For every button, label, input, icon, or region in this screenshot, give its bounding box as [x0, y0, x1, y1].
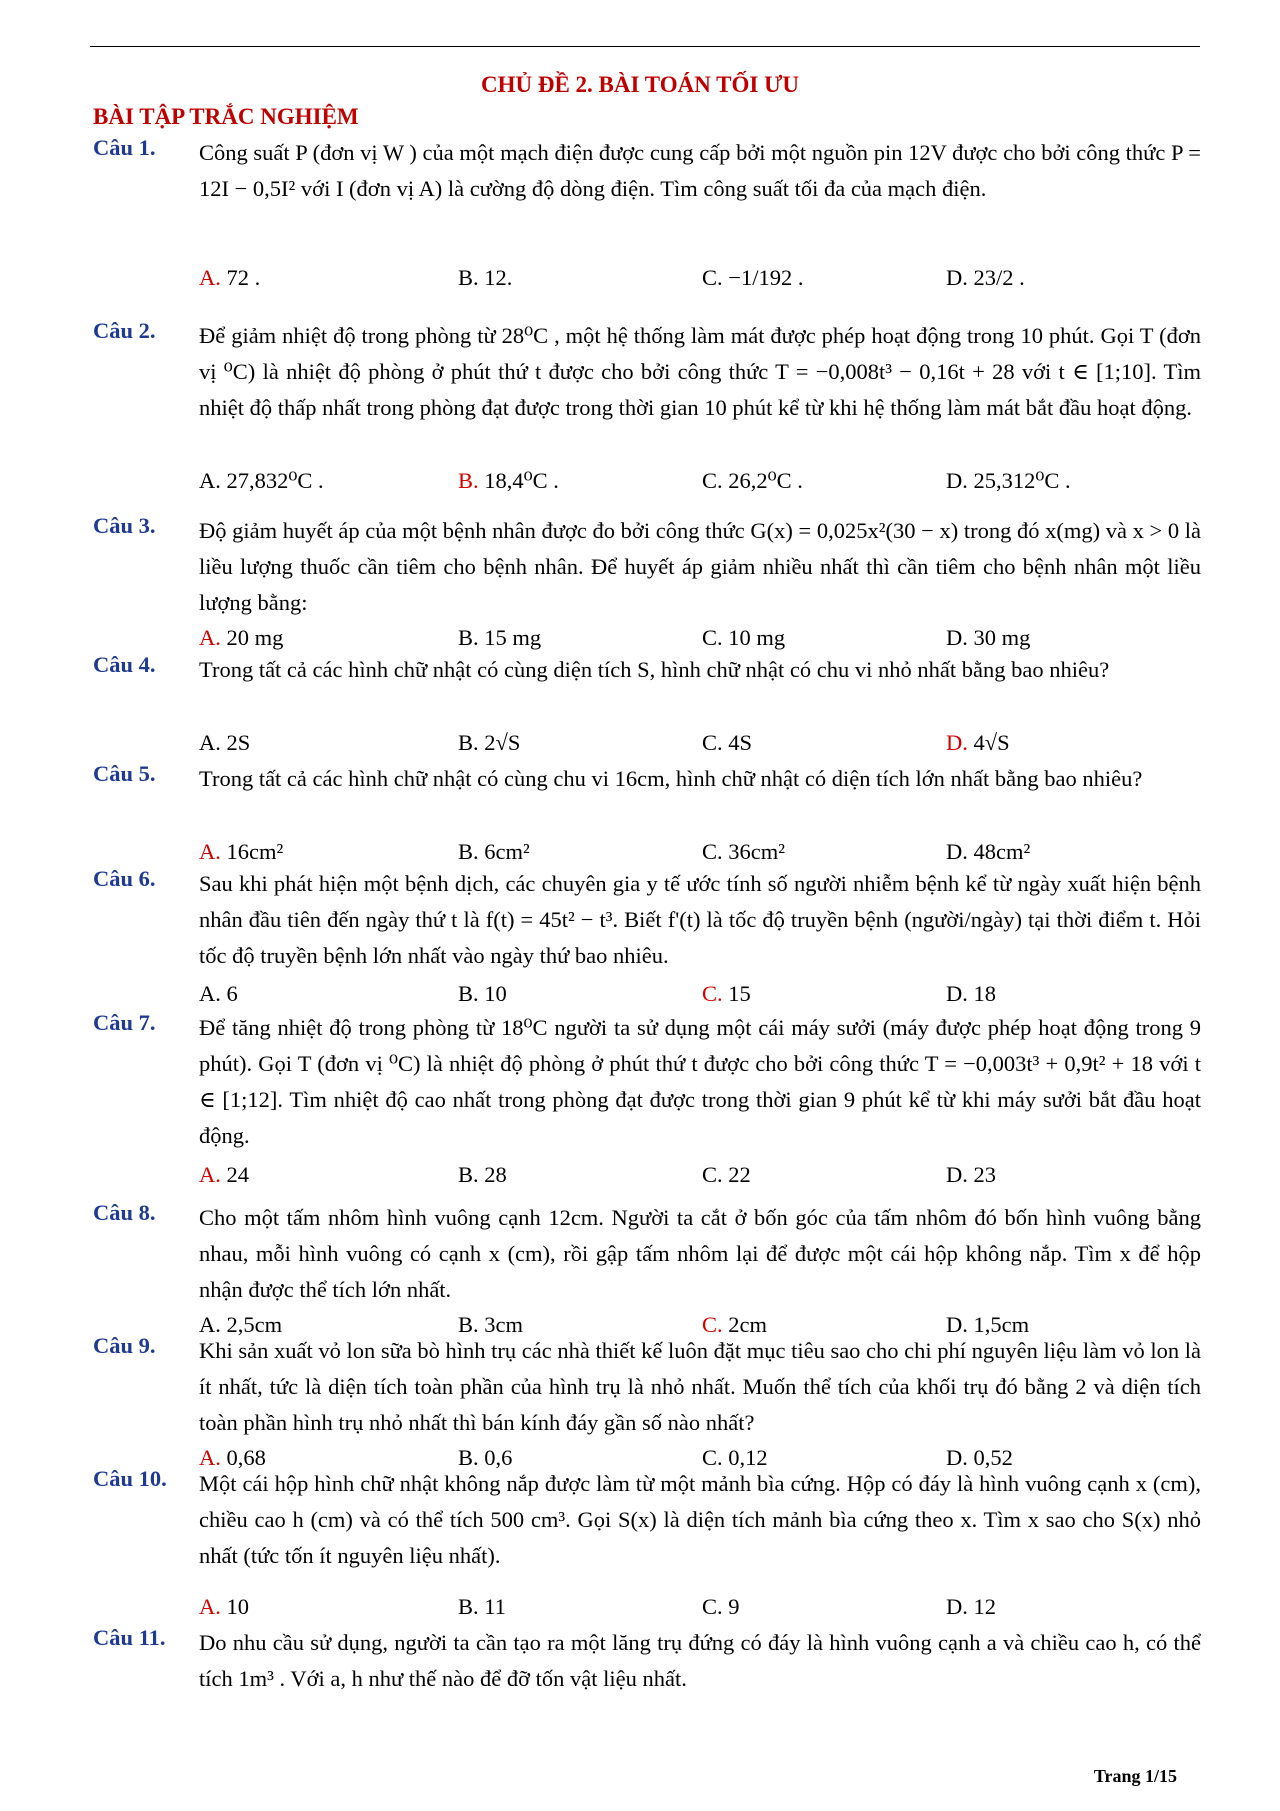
option-letter: D.	[946, 1312, 968, 1337]
option-text: 26,2⁰C .	[728, 468, 803, 493]
option-letter: C.	[702, 1445, 723, 1470]
option-text: 23/2 .	[973, 265, 1025, 290]
option-b[interactable]	[458, 265, 512, 291]
question-text: Để giảm nhiệt độ trong phòng từ 28⁰C , một hệ thống làm mát được phép hoạt động trong 10 phút. Gọi T (đơn vị ⁰C) là nhiệt độ phòng ở phút thứ t được cho bởi công thức T = −0,008t³ − 0,16t + 28 với t ∈ [1;10]. Tìm nhiệt độ thấp nhất trong phòng đạt được trong thời gian 10 phút kể từ khi hệ thống làm mát bắt đầu hoạt động.	[199, 323, 1201, 420]
answer-options	[199, 730, 1201, 762]
option-text: 48cm²	[973, 839, 1031, 864]
option-b[interactable]	[458, 730, 520, 756]
option-c[interactable]	[702, 981, 751, 1007]
option-a[interactable]	[199, 625, 283, 651]
option-text: 23	[973, 1162, 996, 1187]
option-text: 1,5cm	[973, 1312, 1030, 1337]
option-text: 12.	[484, 265, 513, 290]
question-number: Câu 6.	[93, 866, 156, 891]
option-letter: D.	[946, 730, 968, 755]
question-number: Câu 4.	[93, 652, 156, 677]
option-letter: D.	[946, 1594, 968, 1619]
option-text: −1/192 .	[728, 265, 804, 290]
option-letter: C.	[702, 1162, 723, 1187]
option-text: 15	[728, 981, 751, 1006]
question-text: Trong tất cả các hình chữ nhật có cùng chu vi 16cm, hình chữ nhật có diện tích lớn nhất bằng bao nhiêu?	[199, 766, 1143, 791]
option-d[interactable]	[946, 981, 996, 1007]
option-text: 10	[484, 981, 507, 1006]
option-letter: C.	[702, 730, 723, 755]
option-letter: B.	[458, 265, 479, 290]
option-text: 0,6	[484, 1445, 513, 1470]
option-text: 6cm²	[484, 839, 530, 864]
option-d[interactable]	[946, 1162, 996, 1188]
option-text: 0,68	[226, 1445, 266, 1470]
option-text: 0,52	[973, 1445, 1013, 1470]
question-text: Do nhu cầu sử dụng, người ta cần tạo ra một lăng trụ đứng có đáy là hình vuông cạnh a và chiều cao h, có thể tích 1m³ . Với a, h như thế nào để đỡ tốn vật liệu nhất.	[199, 1630, 1201, 1691]
option-b[interactable]	[458, 1162, 507, 1188]
option-b[interactable]	[458, 839, 530, 865]
option-c[interactable]	[702, 1162, 751, 1188]
option-letter: A.	[199, 1162, 221, 1187]
option-text: 27,832⁰C .	[226, 468, 324, 493]
option-d[interactable]	[946, 1594, 996, 1620]
option-letter: B.	[458, 1445, 479, 1470]
option-text: 12	[973, 1594, 996, 1619]
option-letter: A.	[199, 1312, 221, 1337]
option-text: 2S	[226, 730, 251, 755]
answer-options	[199, 468, 1201, 500]
answer-options	[199, 981, 1201, 1013]
option-letter: B.	[458, 839, 479, 864]
question-text: Sau khi phát hiện một bệnh dịch, các chuyên gia y tế ước tính số người nhiễm bệnh kể từ ngày xuất hiện bệnh nhân đầu tiên đến ngày thứ t là f(t) = 45t² − t³. Biết f'(t) là tốc độ truyền bệnh (người/ngày) tại thời điểm t. Hỏi tốc độ truyền bệnh lớn nhất vào ngày thứ bao nhiêu.	[199, 871, 1201, 968]
option-d[interactable]	[946, 839, 1030, 865]
question-text: Một cái hộp hình chữ nhật không nắp được làm từ một mảnh bìa cứng. Hộp có đáy là hình vuông cạnh x (cm), chiều cao h (cm) và có thể tích 500 cm³. Gọi S(x) là diện tích mảnh bìa cứng theo x. Tìm x sao cho S(x) nhỏ nhất (tức tốn ít nguyên liệu nhất).	[199, 1471, 1201, 1568]
option-text: 4√S	[973, 730, 1010, 755]
option-letter: C.	[702, 468, 723, 493]
question-text: Độ giảm huyết áp của một bệnh nhân được đo bởi công thức G(x) = 0,025x²(30 − x) trong đó x(mg) và x > 0 là liều lượng thuốc cần tiêm cho bệnh nhân. Để huyết áp giảm nhiều nhất thì cần tiêm cho bệnh nhân một liều lượng bằng:	[199, 518, 1201, 615]
option-a[interactable]	[199, 730, 250, 756]
option-text: 25,312⁰C .	[973, 468, 1071, 493]
option-b[interactable]	[458, 625, 541, 651]
question-text: Để tăng nhiệt độ trong phòng từ 18⁰C người ta sử dụng một cái máy sưởi (máy được phép hoạt động trong 9 phút). Gọi T (đơn vị ⁰C) là nhiệt độ phòng ở phút thứ t được cho bởi công thức T = −0,003t³ + 0,9t² + 18 với t ∈ [1;12]. Tìm nhiệt độ cao nhất trong phòng đạt được trong thời gian 9 phút kể từ khi máy sưởi bắt đầu hoạt động.	[199, 1015, 1201, 1148]
option-text: 11	[484, 1594, 506, 1619]
option-c[interactable]	[702, 1594, 740, 1620]
option-text: 0,12	[728, 1445, 768, 1470]
option-text: 24	[226, 1162, 249, 1187]
option-letter: D.	[946, 1445, 968, 1470]
option-b[interactable]	[458, 981, 507, 1007]
option-letter: C.	[702, 1312, 723, 1337]
option-text: 10	[226, 1594, 249, 1619]
option-text: 22	[728, 1162, 751, 1187]
question-number: Câu 9.	[93, 1333, 156, 1358]
option-a[interactable]	[199, 1594, 249, 1620]
option-c[interactable]	[702, 730, 752, 756]
option-letter: D.	[946, 625, 968, 650]
option-d[interactable]	[946, 730, 1010, 756]
option-text: 4S	[728, 730, 753, 755]
option-c[interactable]	[702, 265, 803, 291]
option-text: 10 mg	[728, 625, 786, 650]
option-text: 16cm²	[226, 839, 284, 864]
option-c[interactable]	[702, 468, 803, 494]
option-d[interactable]	[946, 468, 1071, 494]
option-text: 36cm²	[728, 839, 785, 864]
option-a[interactable]	[199, 265, 260, 291]
option-letter: C.	[702, 981, 723, 1006]
option-text: 18,4⁰C .	[484, 468, 559, 493]
option-text: 28	[484, 1162, 507, 1187]
option-d[interactable]	[946, 265, 1025, 291]
option-letter: C.	[702, 1594, 723, 1619]
option-letter: A.	[199, 981, 221, 1006]
question-number: Câu 5.	[93, 761, 156, 786]
option-letter: B.	[458, 1594, 479, 1619]
section-heading: BÀI TẬP TRẮC NGHIỆM	[93, 104, 359, 129]
question-number: Câu 10.	[93, 1466, 167, 1491]
option-text: 30 mg	[973, 625, 1031, 650]
header-rule	[90, 46, 1200, 47]
option-letter: B.	[458, 1162, 479, 1187]
option-letter: D.	[946, 1162, 968, 1187]
option-text: 9	[728, 1594, 740, 1619]
option-a[interactable]	[199, 839, 283, 865]
option-letter: A.	[199, 839, 221, 864]
option-letter: A.	[199, 265, 221, 290]
option-letter: B.	[458, 468, 479, 493]
option-a[interactable]	[199, 1162, 249, 1188]
option-letter: A.	[199, 625, 221, 650]
option-letter: B.	[458, 981, 479, 1006]
answer-options	[199, 1162, 1201, 1194]
option-text: 2√S	[484, 730, 521, 755]
question-text: Công suất P (đơn vị W ) của một mạch điện được cung cấp bởi một nguồn pin 12V được cho bởi công thức P = 12I − 0,5I² với I (đơn vị A) là cường độ dòng điện. Tìm công suất tối đa của mạch điện.	[199, 140, 1201, 201]
page-number: Trang 1/15	[1093, 1766, 1177, 1786]
question-number: Câu 7.	[93, 1010, 156, 1035]
option-c[interactable]	[702, 625, 785, 651]
question-number: Câu 2.	[93, 318, 156, 343]
question-number: Câu 11.	[93, 1625, 166, 1650]
option-a[interactable]	[199, 981, 238, 1007]
option-b[interactable]	[458, 468, 559, 494]
option-letter: C.	[702, 265, 723, 290]
option-letter: A.	[199, 730, 221, 755]
option-text: 3cm	[484, 1312, 524, 1337]
option-text: 72 .	[226, 265, 261, 290]
option-text: 2cm	[728, 1312, 768, 1337]
question-text: Trong tất cả các hình chữ nhật có cùng diện tích S, hình chữ nhật có chu vi nhỏ nhất bằng bao nhiêu?	[199, 657, 1110, 682]
option-letter: D.	[946, 839, 968, 864]
question-text: Cho một tấm nhôm hình vuông cạnh 12cm. Người ta cắt ở bốn góc của tấm nhôm đó bốn hình vuông bằng nhau, mỗi hình vuông có cạnh x (cm), rồi gập tấm nhôm lại để được một cái hộp không nắp. Tìm x để hộp nhận được thể tích lớn nhất.	[199, 1205, 1201, 1302]
answer-options	[199, 265, 1201, 297]
option-letter: B.	[458, 625, 479, 650]
option-c[interactable]	[702, 839, 785, 865]
option-letter: B.	[458, 1312, 479, 1337]
option-letter: D.	[946, 265, 968, 290]
option-text: 18	[973, 981, 996, 1006]
option-d[interactable]	[946, 625, 1030, 651]
topic-title: CHỦ ĐỀ 2. BÀI TOÁN TỐI ƯU	[480, 72, 799, 97]
option-letter: A.	[199, 1445, 221, 1470]
option-text: 15 mg	[484, 625, 542, 650]
question-text: Khi sản xuất vỏ lon sữa bò hình trụ các nhà thiết kế luôn đặt mục tiêu sao cho chi phí nguyên liệu làm vỏ lon là ít nhất, tức là diện tích toàn phần của hình trụ là nhỏ nhất. Muốn thể tích của khối trụ đó bằng 2 và diện tích toàn phần hình trụ nhỏ nhất thì bán kính đáy gần số nào nhất?	[199, 1338, 1201, 1435]
option-letter: A.	[199, 468, 221, 493]
option-a[interactable]	[199, 468, 324, 494]
question-number: Câu 1.	[93, 135, 156, 160]
option-b[interactable]	[458, 1594, 506, 1620]
question-number: Câu 3.	[93, 513, 156, 538]
option-text: 6	[226, 981, 238, 1006]
option-letter: D.	[946, 468, 968, 493]
option-letter: D.	[946, 981, 968, 1006]
option-letter: A.	[199, 1594, 221, 1619]
option-letter: B.	[458, 730, 479, 755]
option-text: 2,5cm	[226, 1312, 283, 1337]
option-letter: C.	[702, 625, 723, 650]
option-letter: C.	[702, 839, 723, 864]
answer-options	[199, 1594, 1201, 1626]
option-text: 20 mg	[226, 625, 284, 650]
question-number: Câu 8.	[93, 1200, 156, 1225]
